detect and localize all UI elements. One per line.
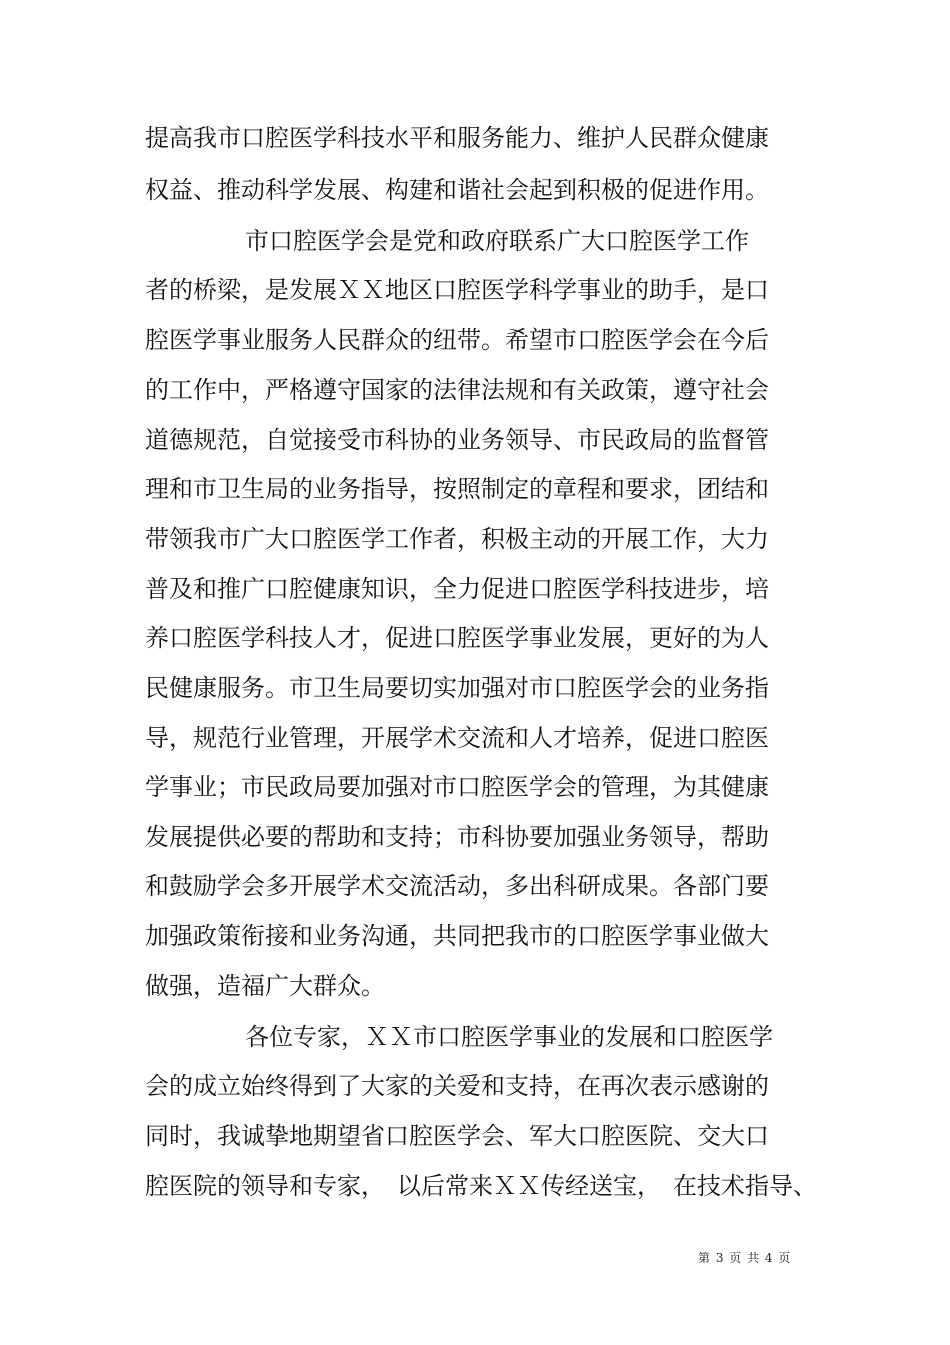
text-line: 加强政策衔接和业务沟通，共同把我市的口腔医学事业做大 — [145, 922, 769, 950]
paragraph-first-line: 各位专家，ＸＸ市口腔医学事业的发展和口腔医学 — [245, 1023, 773, 1051]
text-line: 者的桥梁，是发展ＸＸ地区口腔医学科学事业的助手，是口 — [145, 276, 769, 304]
text-line: 腔医院的领导和专家， 以后常来ＸＸ传经送宝， 在技术指导、 — [145, 1172, 817, 1200]
text-line: 道德规范，自觉接受市科协的业务领导、市民政局的监督管 — [145, 426, 769, 454]
text-line: 学事业；市民政局要加强对市口腔医学会的管理，为其健康 — [145, 773, 769, 801]
text-line: 带领我市广大口腔医学工作者，积极主动的开展工作，大力 — [145, 525, 769, 553]
text-line: 做强，造福广大群众。 — [145, 972, 385, 1000]
text-line: 会的成立始终得到了大家的关爱和支持，在再次表示感谢的 — [145, 1072, 769, 1100]
text-line: 腔医学事业服务人民群众的纽带。希望市口腔医学会在今后 — [145, 326, 769, 354]
text-line: 同时，我诚挚地期望省口腔医学会、军大口腔医院、交大口 — [145, 1122, 769, 1150]
text-line: 导，规范行业管理，开展学术交流和人才培养，促进口腔医 — [145, 724, 769, 752]
text-line: 权益、推动科学发展、构建和谐社会起到积极的促进作用。 — [145, 176, 769, 204]
text-line: 理和市卫生局的业务指导，按照制定的章程和要求，团结和 — [145, 475, 769, 503]
text-line: 养口腔医学科技人才，促进口腔医学事业发展，更好的为人 — [145, 624, 769, 652]
text-line: 普及和推广口腔健康知识，全力促进口腔医学科技进步，培 — [145, 575, 769, 603]
text-line: 民健康服务。市卫生局要切实加强对市口腔医学会的业务指 — [145, 674, 769, 702]
page-number-footer: 第 3 页 共 4 页 — [698, 1251, 792, 1265]
text-line: 提高我市口腔医学科技水平和服务能力、维护人民群众健康 — [145, 124, 769, 152]
text-line: 和鼓励学会多开展学术交流活动，多出科研成果。各部门要 — [145, 872, 769, 900]
paragraph-first-line: 市口腔医学会是党和政府联系广大口腔医学工作 — [245, 227, 749, 255]
text-line: 发展提供必要的帮助和支持；市科协要加强业务领导，帮助 — [145, 823, 769, 851]
text-line: 的工作中，严格遵守国家的法律法规和有关政策，遵守社会 — [145, 376, 769, 404]
